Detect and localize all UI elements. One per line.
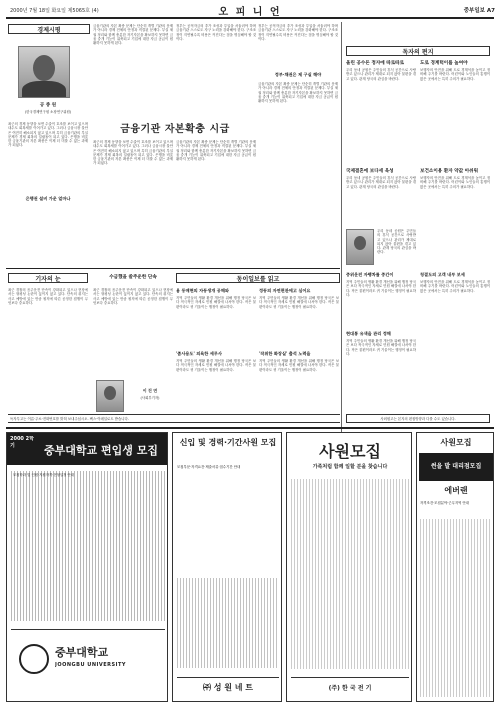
letters-body-3: 보행자의 안전을 위해 도로 경계석을 높이고 정비해 주기를 바란다. 어린이와 노인들의 통행이 많은 곳에서는 특히 주의가 필요하다. <box>420 280 490 293</box>
ad4-table <box>420 519 492 697</box>
ad3-company: (주) 한 국 전 기 <box>328 685 372 692</box>
lower-headline-6: 현대통 유색을 관리 정해 <box>346 331 391 336</box>
reader-face <box>354 236 366 250</box>
readers-body-3: 우리 동네 공원은 주민들의 휴식 공간으로 사랑받고 있으나 관리가 제대로 되지 않아 불편을 겪고 있다. 관계 당국의 관심을 바란다. <box>377 229 416 255</box>
footer-note: 사외원고는 본지의 편집방향과 다를 수도 있습니다. <box>346 414 490 423</box>
reporter-role: (사회부기자) <box>140 396 160 400</box>
readers-headline-2: 국제결혼에 보다세 육성 <box>346 169 394 174</box>
lower-headline-2: '좀사용도' 의욕한 세무사 <box>176 351 222 356</box>
ad4-sub: 썬을 발 대리점모집 <box>430 463 482 470</box>
column-body-6: 정부는 공적자금의 추가 조성과 투입을 서둘러야 하며 금융기관 스스로도 자구 노력을 강화해야 한다. 구조조정이 지연될수록 비용은 커진다는 점을 명심해야 할 것이다. <box>258 24 338 41</box>
ad3-table <box>291 479 409 669</box>
ad1-text: 모집학과 및 인원·지원자격·전형일정 안내 <box>13 473 75 477</box>
reporter-title-box <box>8 273 88 283</box>
author-title: (한국경제연구원 소장연구위원) <box>24 110 72 114</box>
column-body-4: 최근의 경제 동향을 보면 수출이 호조를 보이고 있으며 내수도 회복세를 이어가고 있다. 그러나 금융시장 불안은 여전히 해소되지 않고 있으며 특히 금융기관의 부실 문제가 경제 회복의 걸림돌이 되고 있다. 은행을 비롯한 금융기관의 자본 확충은 이제 더 미룰 수 없는 과제가 되었다. <box>93 140 173 166</box>
column-subhead-2: 정부·채권은 제 구실 해야 <box>274 72 322 77</box>
reporter-headline: 수금했을 쓸주운한 단속 <box>109 275 157 280</box>
lower-headline-1: 용 둥매현의 자동생개 공해와 <box>176 288 229 293</box>
ad1-footer <box>11 629 165 699</box>
letters-headline-3: 청결도의 고객 내부 보세 <box>420 272 465 277</box>
reader-photo <box>346 229 374 265</box>
ad1-banner <box>7 433 168 465</box>
readers-title: 독자의 편지 <box>402 49 434 56</box>
university-logo-icon <box>19 644 49 674</box>
column-headline: 금융기관 자본확충 시급 <box>120 124 230 135</box>
upper-rule <box>6 268 340 269</box>
author-photo <box>18 46 70 98</box>
lower-body-5: 지역 주민들의 생활 환경 개선을 위해 행정 당국은 보다 적극적인 자세로 민원 해결에 나서야 한다. 작은 불편이라도 귀 기울이는 행정이 필요하다. <box>346 280 416 297</box>
ad2-table <box>177 578 279 668</box>
ad-dealer <box>416 432 494 702</box>
ad4-text: 자격조건·모집분야·근무지역 안내 <box>420 501 470 505</box>
masthead-page: 중부일보 A7 <box>463 8 495 14</box>
ad2-company: ㈜ 성 원 네 트 <box>202 683 254 692</box>
readers-title-box <box>346 46 490 56</box>
ad1-table <box>11 471 165 621</box>
letters-body-1: 보행자의 안전을 위해 도로 경계석을 높이고 정비해 주기를 바란다. 어린이와 노인들의 통행이 많은 곳에서는 특히 주의가 필요하다. <box>420 68 490 81</box>
column-body-3: 정부는 공적자금의 추가 조성과 투입을 서둘러야 하며 금융기관 스스로도 자구 노력을 강화해야 한다. 구조조정이 지연될수록 비용은 커진다는 점을 명심해야 할 것이다. <box>176 24 256 41</box>
section-title: 오 피 니 언 <box>218 7 282 16</box>
column-divider <box>341 22 342 487</box>
lower-section-title: 동이일보를 읽고 <box>236 276 280 283</box>
ad3-headline: 사원모집 <box>319 442 381 459</box>
ad2-footer <box>177 677 279 697</box>
ad3-sub: 가족처럼 함께 일할 분을 찾습니다 <box>312 464 388 470</box>
ad4-company: 에버랜 <box>444 486 468 495</box>
readers-body-1: 우리 동네 공원은 주민들의 휴식 공간으로 사랑받고 있으나 관리가 제대로 되지 않아 불편을 겪고 있다. 관계 당국의 관심을 바란다. <box>346 68 416 81</box>
column-body-7: 금융기관의 자본 확충 문제는 단순히 개별 기관의 문제가 아니라 경제 전체의 안정과 직결된 문제다. 부실 채권 정리와 함께 충분한 자기자본을 확보하지 못하면 금융 중개 기능이 위축되고 기업에 대한 자금 공급이 원활하지 못하게 된다. <box>258 82 338 104</box>
author-name: 공 종 원 <box>39 103 57 108</box>
lower-headline-4: '작위한 화장실' 출석 노력을 <box>259 351 311 356</box>
ad4-headline: 사원모집 <box>440 438 472 447</box>
ad1-school: 중부대학교 <box>55 646 109 658</box>
author-shoulders <box>22 81 66 98</box>
reporter-photo <box>96 380 124 412</box>
readers-headline-1: 올린 공수돈 정자에 따로따로 <box>346 61 405 66</box>
ad-recruit <box>286 432 412 702</box>
letters-body-2: 보행자의 안전을 위해 도로 경계석을 높이고 정비해 주기를 바란다. 어린이와 노인들의 통행이 많은 곳에서는 특히 주의가 필요하다. <box>420 176 490 189</box>
letters-headline-2: 보건소이용 환자 약값 아쉬워 <box>420 169 479 174</box>
column-body-1: 최근의 경제 동향을 보면 수출이 호조를 보이고 있으며 내수도 회복세를 이어가고 있다. 그러나 금융시장 불안은 여전히 해소되지 않고 있으며 특히 금융기관의 부실 문제가 경제 회복의 걸림돌이 되고 있다. 은행을 비롯한 금융기관의 자본 확충은 이제 더 미룰 수 없는 과제가 되었다. <box>8 122 88 148</box>
contact-bar: 독자투고는 이름·주소·전화번호를 밝혀 보내주십시오. 팩스·이메일로도 받습니다. <box>8 414 340 423</box>
ad-university <box>6 432 168 702</box>
lower-body-4: 지역 주민들의 생활 환경 개선을 위해 행정 당국은 보다 적극적인 자세로 민원 해결에 나서야 한다. 작은 불편이라도 귀 기울이는 행정이 필요하다. <box>259 359 339 372</box>
column-body-5: 금융기관의 자본 확충 문제는 단순히 개별 기관의 문제가 아니라 경제 전체의 안정과 직결된 문제다. 부실 채권 정리와 함께 충분한 자기자본을 확보하지 못하면 금융 중개 기능이 위축되고 기업에 대한 자금 공급이 원활하지 못하게 된다. <box>176 140 256 162</box>
lower-headline-5: 중위운전 자뫵차를 중간이 <box>346 272 394 277</box>
lower-body-2: 지역 주민들의 생활 환경 개선을 위해 행정 당국은 보다 적극적인 자세로 민원 해결에 나서야 한다. 작은 불편이라도 귀 기울이는 행정이 필요하다. <box>176 359 256 372</box>
lower-body-1: 지역 주민들의 생활 환경 개선을 위해 행정 당국은 보다 적극적인 자세로 민원 해결에 나서야 한다. 작은 불편이라도 귀 기울이는 행정이 필요하다. <box>176 296 256 309</box>
ad3-footer <box>291 677 409 697</box>
readers-body-2: 우리 동네 공원은 주민들의 휴식 공간으로 사랑받고 있으나 관리가 제대로 되지 않아 불편을 겪고 있다. 관계 당국의 관심을 바란다. <box>346 176 416 189</box>
column-title-box <box>8 24 90 34</box>
reporter-body-2: 최근 경찰의 음주운전 단속이 강화되고 있으나 현장에서는 형평성 논란이 끊이지 않고 있다. 단속의 취지는 사고 예방에 있는 만큼 원칙에 따른 공정한 집행이 무엇보다 중요하다. <box>93 288 173 305</box>
lower-section-title-box <box>176 273 340 283</box>
lower-body-3: 지역 주민들의 생활 환경 개선을 위해 행정 당국은 보다 적극적인 자세로 민원 해결에 나서야 한다. 작은 불편이라도 귀 기울이는 행정이 필요하다. <box>259 296 339 309</box>
masthead-rule <box>6 17 494 19</box>
ad2-text: 모집부문·자격요건·제출서류·접수기간 안내 <box>177 465 241 469</box>
letters-headline-1: 도로 경계턱이를 높여야 <box>420 61 468 66</box>
lower-body-6: 지역 주민들의 생활 환경 개선을 위해 행정 당국은 보다 적극적인 자세로 민원 해결에 나서야 한다. 작은 불편이라도 귀 기울이는 행정이 필요하다. <box>346 339 416 356</box>
ad2-headline: 신입 및 경력·기간사원 모집 <box>179 438 277 447</box>
masthead-date: 2000년 7월 18일 화요일 제5065호 (4) <box>10 8 99 14</box>
ad-company <box>172 432 282 702</box>
column-body-2: 금융기관의 자본 확충 문제는 단순히 개별 기관의 문제가 아니라 경제 전체의 안정과 직결된 문제다. 부실 채권 정리와 함께 충분한 자기자본을 확보하지 못하면 금융 중개 기능이 위축되고 기업에 대한 자금 공급이 원활하지 못하게 된다. <box>93 24 173 46</box>
ads-rule <box>6 427 494 429</box>
reporter-face <box>104 386 116 400</box>
column-subhead-1: 은행권 설비 가운 얼마나 <box>25 196 71 201</box>
ad1-headline: 중부대학교 편입생 모집 <box>44 444 158 457</box>
author-face <box>33 55 55 81</box>
column-title: 경제시평 <box>37 27 61 34</box>
ad1-top-label: 2000 2학기 <box>10 436 34 449</box>
reporter-name: 이 진 연 <box>142 388 158 393</box>
reporter-title: 기자의 눈 <box>35 276 61 283</box>
reporter-body-1: 최근 경찰의 음주운전 단속이 강화되고 있으나 현장에서는 형평성 논란이 끊이지 않고 있다. 단속의 취지는 사고 예방에 있는 만큼 원칙에 따른 공정한 집행이 무엇보다 중요하다. <box>8 288 88 305</box>
ad1-school-en: JOONGBU UNIVERSITY <box>55 662 126 668</box>
ad4-banner <box>419 453 493 481</box>
lower-headline-3: 정동의 자연편관에고 심어요 <box>259 288 311 293</box>
